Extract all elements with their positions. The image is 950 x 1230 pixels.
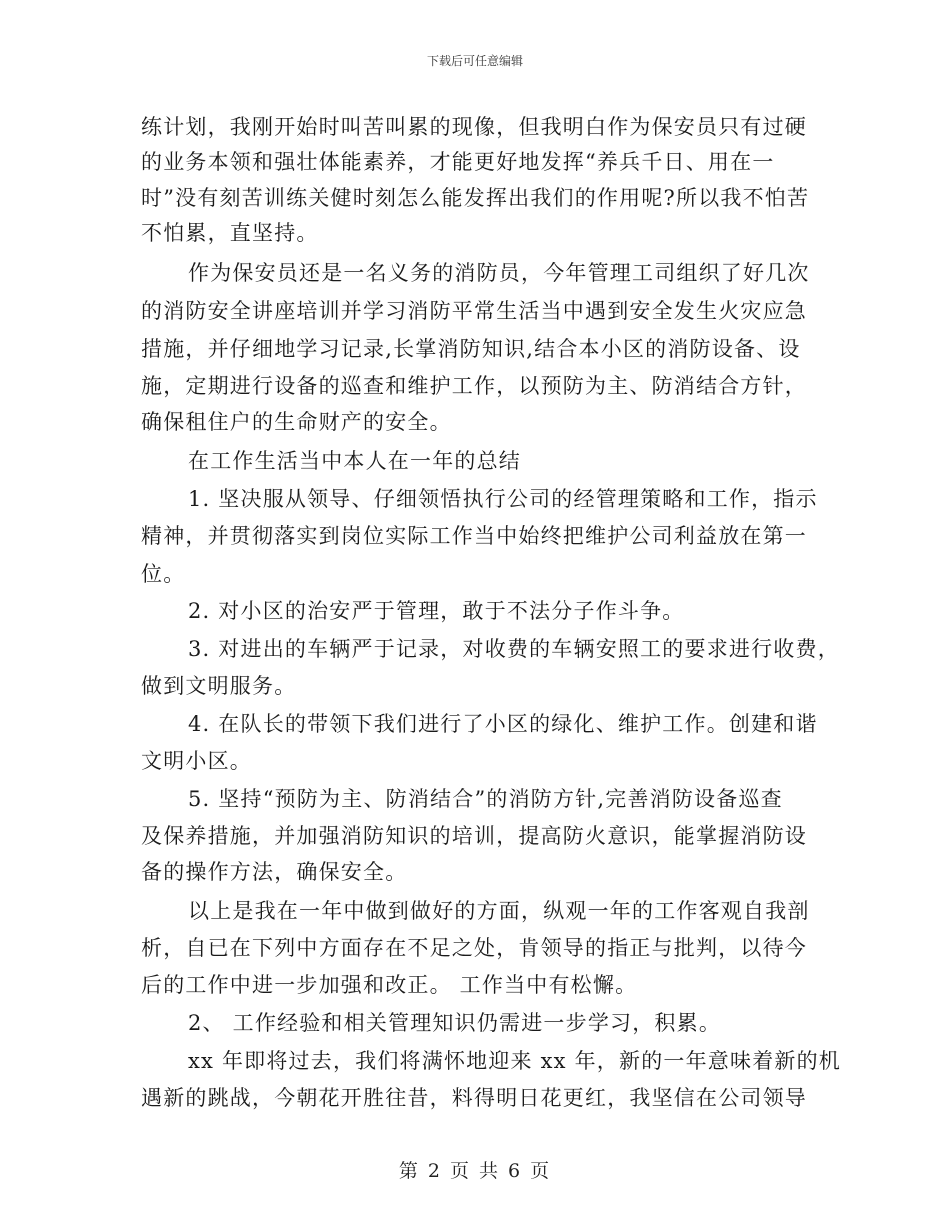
text-line: 2. 对小区的治安严于管理，敢于不法分子作斗争。 bbox=[188, 599, 685, 623]
text-line: xx 年即将过去，我们将满怀地迎来 xx 年，新的一年意味着新的机 bbox=[188, 1049, 841, 1073]
text-line: 5. 坚持“预防为主、防消结合”的消防方针,完善消防设备巡查 bbox=[188, 787, 783, 811]
text-line: 文明小区。 bbox=[141, 749, 252, 773]
text-line: 的业务本领和强壮体能素养，才能更好地发挥“养兵千日、用在一 bbox=[141, 150, 775, 174]
text-line: 确保租住户的生命财产的安全。 bbox=[141, 410, 452, 434]
text-line: 及保养措施，并加强消防知识的培训，提高防火意识，能掌握消防设 bbox=[141, 824, 807, 848]
page-footer: 第 2 页 共 6 页 bbox=[398, 1160, 552, 1182]
text-line: 时”没有刻苦训练关健时刻怎么能发挥出我们的作用呢?所以我不怕苦 bbox=[141, 186, 810, 210]
text-line: 遇新的跳战，今朝花开胜往昔，料得明日花更红，我坚信在公司领导 bbox=[141, 1086, 807, 1110]
text-line: 析，自已在下列中方面存在不足之处，肯领导的指正与批判，以待今 bbox=[141, 936, 807, 960]
text-line: 后的工作中进一步加强和改正。 工作当中有松懈。 bbox=[141, 973, 638, 997]
text-line: 措施，并仔细地学习记录,长掌消防知识,结合本小区的消防设备、设 bbox=[141, 337, 801, 361]
text-line: 施，定期进行设备的巡查和维护工作，以预防为主、防消结合方针， bbox=[141, 374, 807, 398]
text-line: 练计划，我刚开始时叫苦叫累的现像，但我明白作为保安员只有过硬 bbox=[141, 115, 807, 139]
text-line: 1. 坚决服从领导、仔细领悟执行公司的经管理策略和工作，指示 bbox=[188, 487, 818, 511]
page-header: 下载后可任意编辑 bbox=[426, 54, 523, 68]
text-line: 做到文明服务。 bbox=[141, 674, 297, 698]
text-line: 以上是我在一年中做到做好的方面，纵观一年的工作客观自我剖 bbox=[188, 899, 810, 923]
text-line: 4. 在队长的带领下我们进行了小区的绿化、维护工作。创建和谐 bbox=[188, 712, 818, 736]
text-line: 的消防安全讲座培训并学习消防平常生活当中遇到安全发生火灾应急 bbox=[141, 299, 807, 323]
text-line: 不怕累，直坚持。 bbox=[141, 221, 319, 245]
text-line: 精神，并贯彻落实到岗位实际工作当中始终把维护公司利益放在第一 bbox=[141, 524, 807, 548]
text-line: 2、 工作经验和相关管理知识仍需进一步学习，积累。 bbox=[188, 1011, 722, 1035]
text-line: 在工作生活当中本人在一年的总结 bbox=[188, 449, 521, 473]
text-line: 3. 对进出的车辆严于记录，对收费的车辆安照工的要求进行收费， bbox=[188, 637, 840, 661]
text-line: 备的操作方法，确保安全。 bbox=[141, 860, 408, 884]
text-line: 作为保安员还是一名义务的消防员，今年管理工司组织了好几次 bbox=[188, 261, 810, 285]
text-line: 位。 bbox=[141, 562, 186, 586]
